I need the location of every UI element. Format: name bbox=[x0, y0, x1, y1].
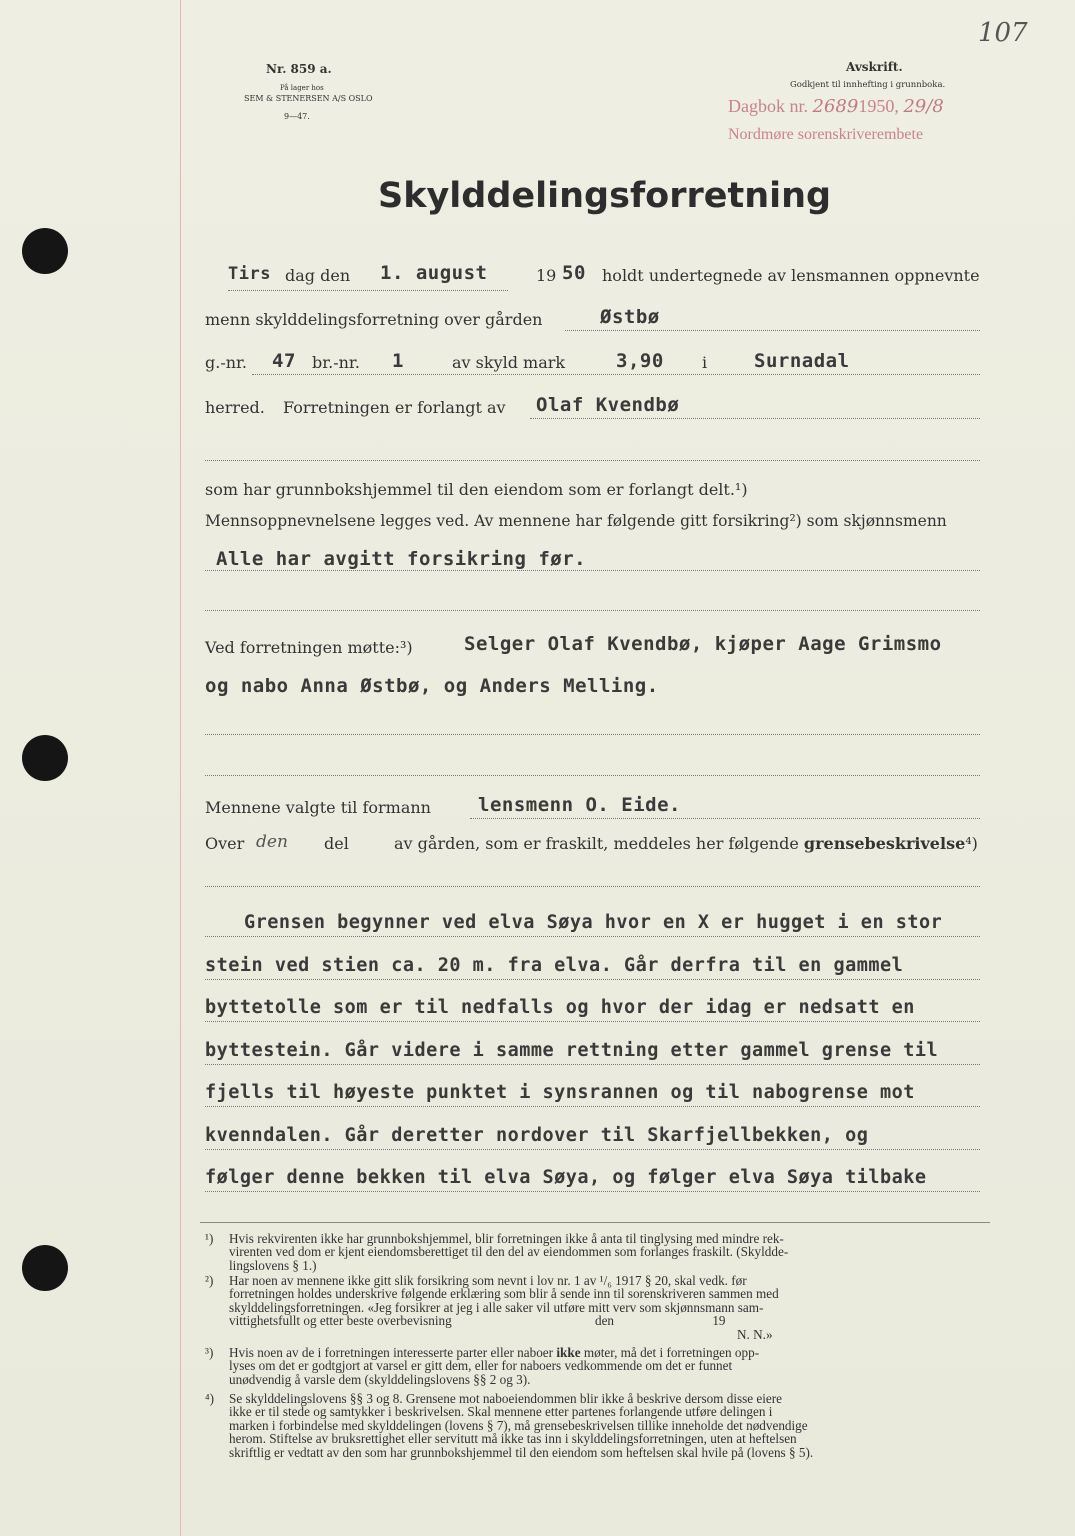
footnote-2 bbox=[229, 1274, 779, 1341]
footnote-line: lyses om det er godtgjort at varsel er gitt dem, eller for naboers vedkommende om det er funnet bbox=[229, 1358, 733, 1374]
i-label: i bbox=[702, 353, 708, 372]
mote-label: Ved forretningen møtte:³) bbox=[205, 638, 413, 657]
footnote-line: Hvis rekvirenten ikke har grunnbokshjemmel, blir forretningen ikke å anta til tinglysing med mindre rek- bbox=[229, 1231, 784, 1246]
dotted-line bbox=[205, 1191, 980, 1192]
herred-label: herred. bbox=[205, 398, 265, 417]
footnote-3 bbox=[229, 1346, 759, 1386]
requester-value: Olaf Kvendbø bbox=[536, 394, 680, 416]
dotted-line bbox=[565, 330, 980, 331]
dotted-line bbox=[205, 886, 980, 887]
footnote-line: herom. Stiftelse av bruksrettighet eller servitutt må ikke tas inn i skylddelingsforretningen, uten at heftelsen bbox=[229, 1431, 797, 1447]
intro-text-2: menn skylddelingsforretning over gården bbox=[205, 310, 543, 329]
dotted-line bbox=[205, 610, 980, 611]
footnote-bold-word: ikke bbox=[556, 1345, 581, 1360]
border-description-line: stein ved stien ca. 20 m. fra elva. Går derfra til en gammel bbox=[205, 954, 904, 976]
punch-hole bbox=[22, 228, 68, 274]
border-description-line: følger denne bekken til elva Søya, og følger elva Søya tilbake bbox=[205, 1167, 927, 1188]
over-den: den bbox=[256, 832, 288, 852]
dagbok-label: Dagbok nr. bbox=[728, 96, 808, 116]
forlangt-label: Forretningen er forlangt av bbox=[283, 398, 506, 417]
over-text-main: av gården, som er fraskilt, meddeles her følgende bbox=[394, 834, 799, 853]
dotted-line bbox=[205, 1106, 980, 1107]
brnr-value: 1 bbox=[392, 350, 404, 372]
form-number: Nr. 859 a. bbox=[266, 62, 332, 76]
municipality-value: Surnadal bbox=[754, 350, 850, 372]
dotted-line bbox=[205, 1064, 980, 1065]
year-suffix: 50 bbox=[562, 262, 586, 284]
dotted-line bbox=[205, 979, 980, 980]
year-prefix: 19 bbox=[536, 266, 557, 285]
footnote-19: 19 bbox=[712, 1313, 726, 1329]
footnote-line: unødvendig å varsle dem (skylddelingslovens §§ 2 og 3). bbox=[229, 1371, 531, 1387]
dagbok-stamp bbox=[728, 96, 944, 117]
footnote-mark-4: ⁴) bbox=[205, 1391, 214, 1406]
weekday-value: Tirs bbox=[228, 264, 271, 284]
over-text bbox=[394, 834, 978, 853]
dagbok-number: 2689 bbox=[812, 96, 859, 117]
footnote-text: Hvis noen av de i forretningen interesserte parter eller naboer bbox=[229, 1345, 554, 1360]
publisher-line-2: SEM & STENERSEN A/S OSLO bbox=[244, 94, 373, 103]
footnote-line: marken i forbindelse med skylddelingen (lovens § 7), må grensebeskrivelsen tillike inneholde det nødvendige bbox=[229, 1417, 808, 1433]
formann-label: Mennene valgte til formann bbox=[205, 798, 431, 817]
dotted-line bbox=[205, 1021, 980, 1022]
avskrift-title: Avskrift. bbox=[846, 60, 903, 74]
brnr-label: br.-nr. bbox=[312, 353, 360, 372]
footnote-ref: ⁴) bbox=[965, 834, 978, 853]
dotted-line bbox=[205, 775, 980, 776]
footnote-den: den bbox=[594, 1313, 615, 1329]
footnote-line bbox=[229, 1346, 759, 1359]
footnote-line: skriftlig er vedtatt av den som har grunnbokshjemmel til den eiendom som heftelsen skal hvile på (lovens § 5). bbox=[229, 1444, 814, 1460]
date-value: 1. august bbox=[380, 262, 488, 284]
farm-value: Østbø bbox=[600, 306, 660, 328]
dotted-line bbox=[530, 418, 980, 419]
gnr-label: g.-nr. bbox=[205, 353, 248, 372]
mote-line-2: og nabo Anna Østbø, og Anders Melling. bbox=[205, 675, 659, 697]
page-number: 107 bbox=[978, 18, 1028, 48]
dotted-line bbox=[205, 734, 980, 735]
dotted-line bbox=[205, 1149, 980, 1150]
publisher-line-1: På lager hos bbox=[280, 84, 324, 92]
document-title: Skylddelingsforretning bbox=[378, 176, 832, 216]
footnote-line: ikke er til stede og samtykker i beskrivelsen. Skal mennene etter partenes forlangende utføre delingen i bbox=[229, 1404, 773, 1420]
dagbok-date: 29/8 bbox=[903, 96, 944, 117]
over-del: del bbox=[324, 834, 349, 853]
dag-den-label: dag den bbox=[285, 266, 351, 285]
form-edition: 9—47. bbox=[284, 112, 310, 121]
border-description-line: fjells til høyeste punktet i synsrannen og til nabogrense mot bbox=[205, 1082, 915, 1103]
footnote-4 bbox=[229, 1392, 813, 1459]
approval-note: Godkjent til innhefting i grunnboka. bbox=[790, 80, 946, 90]
footnote-1 bbox=[229, 1232, 788, 1272]
dagbok-year: 1950, bbox=[858, 96, 899, 116]
dotted-line bbox=[205, 570, 980, 571]
dotted-line bbox=[205, 460, 980, 461]
skyld-label: av skyld mark bbox=[452, 353, 566, 372]
gnr-value: 47 bbox=[272, 350, 296, 372]
border-description-line: kvenndalen. Går deretter nordover til Skarfjellbekken, og bbox=[205, 1124, 869, 1146]
footnote-line: Har noen av mennene ikke gitt slik forsikring som nevnt i lov nr. 1 av ¹/₆ 1917 § 20, skal vedk. før bbox=[229, 1273, 747, 1288]
grunnbok-line: som har grunnbokshjemmel til den eiendom som er forlangt delt.¹) bbox=[205, 480, 748, 499]
dotted-line bbox=[228, 290, 508, 291]
intro-text-1: holdt undertegnede av lensmannen oppnevnte bbox=[602, 266, 980, 285]
border-description-line: Grensen begynner ved elva Søya hvor en X er hugget i en stor bbox=[244, 912, 943, 933]
footnote-divider bbox=[200, 1222, 990, 1223]
forsikring-value: Alle har avgitt forsikring før. bbox=[216, 548, 587, 570]
border-description-line: byttetolle som er til nedfalls og hvor der idag er nedsatt en bbox=[205, 997, 915, 1018]
footnote-mark-3: ³) bbox=[205, 1345, 214, 1360]
grensebeskrivelse-label: grensebeskrivelse bbox=[803, 834, 966, 853]
footnote-line: virenten ved dom er kjent eiendomsberettiget til den del av eiendommen som forlanges fraskilt. (Skyldde- bbox=[229, 1244, 789, 1260]
footnote-line: lingslovens § 1.) bbox=[229, 1257, 317, 1273]
footnote-line: skylddelingsforretningen. «Jeg forsikrer at jeg i alle saker vil utføre mitt verv som skjønnsmann sam- bbox=[229, 1299, 764, 1315]
mote-line-1: Selger Olaf Kvendbø, kjøper Aage Grimsmo bbox=[464, 633, 942, 655]
footnote-nn: N. N.» bbox=[737, 1326, 773, 1342]
formann-value: lensmenn O. Eide. bbox=[478, 794, 681, 816]
dotted-line bbox=[252, 374, 980, 375]
footnote-line: Se skylddelingslovens §§ 3 og 8. Grensene mot naboeiendommen blir ikke å beskrive dersom disse eiere bbox=[229, 1391, 783, 1406]
skyld-value: 3,90 bbox=[616, 350, 664, 372]
punch-hole bbox=[22, 1245, 68, 1291]
footnote-text: vittighetsfullt og etter beste overbevisning bbox=[229, 1313, 452, 1329]
footnote-text: møter, må det i forretningen opp- bbox=[583, 1345, 760, 1360]
border-description-line: byttestein. Går videre i samme rettning etter gammel grense til bbox=[205, 1039, 939, 1061]
margin-rule bbox=[180, 0, 181, 1536]
dotted-line bbox=[470, 818, 980, 819]
footnote-line bbox=[229, 1314, 779, 1327]
office-stamp: Nordmøre sorenskriverembete bbox=[728, 126, 924, 143]
forsikring-line: Mennsoppnevnelsene legges ved. Av mennene har følgende gitt forsikring²) som skjønnsmenn bbox=[205, 512, 947, 530]
punch-hole bbox=[22, 735, 68, 781]
footnote-line: forretningen holdes underskrive følgende erklæring som blir å sende inn til sorenskriveren sammen med bbox=[229, 1286, 779, 1302]
dotted-line bbox=[205, 936, 980, 937]
footnote-mark-2: ²) bbox=[205, 1273, 214, 1288]
over-label: Over bbox=[205, 834, 245, 853]
footnote-mark-1: ¹) bbox=[205, 1231, 214, 1246]
